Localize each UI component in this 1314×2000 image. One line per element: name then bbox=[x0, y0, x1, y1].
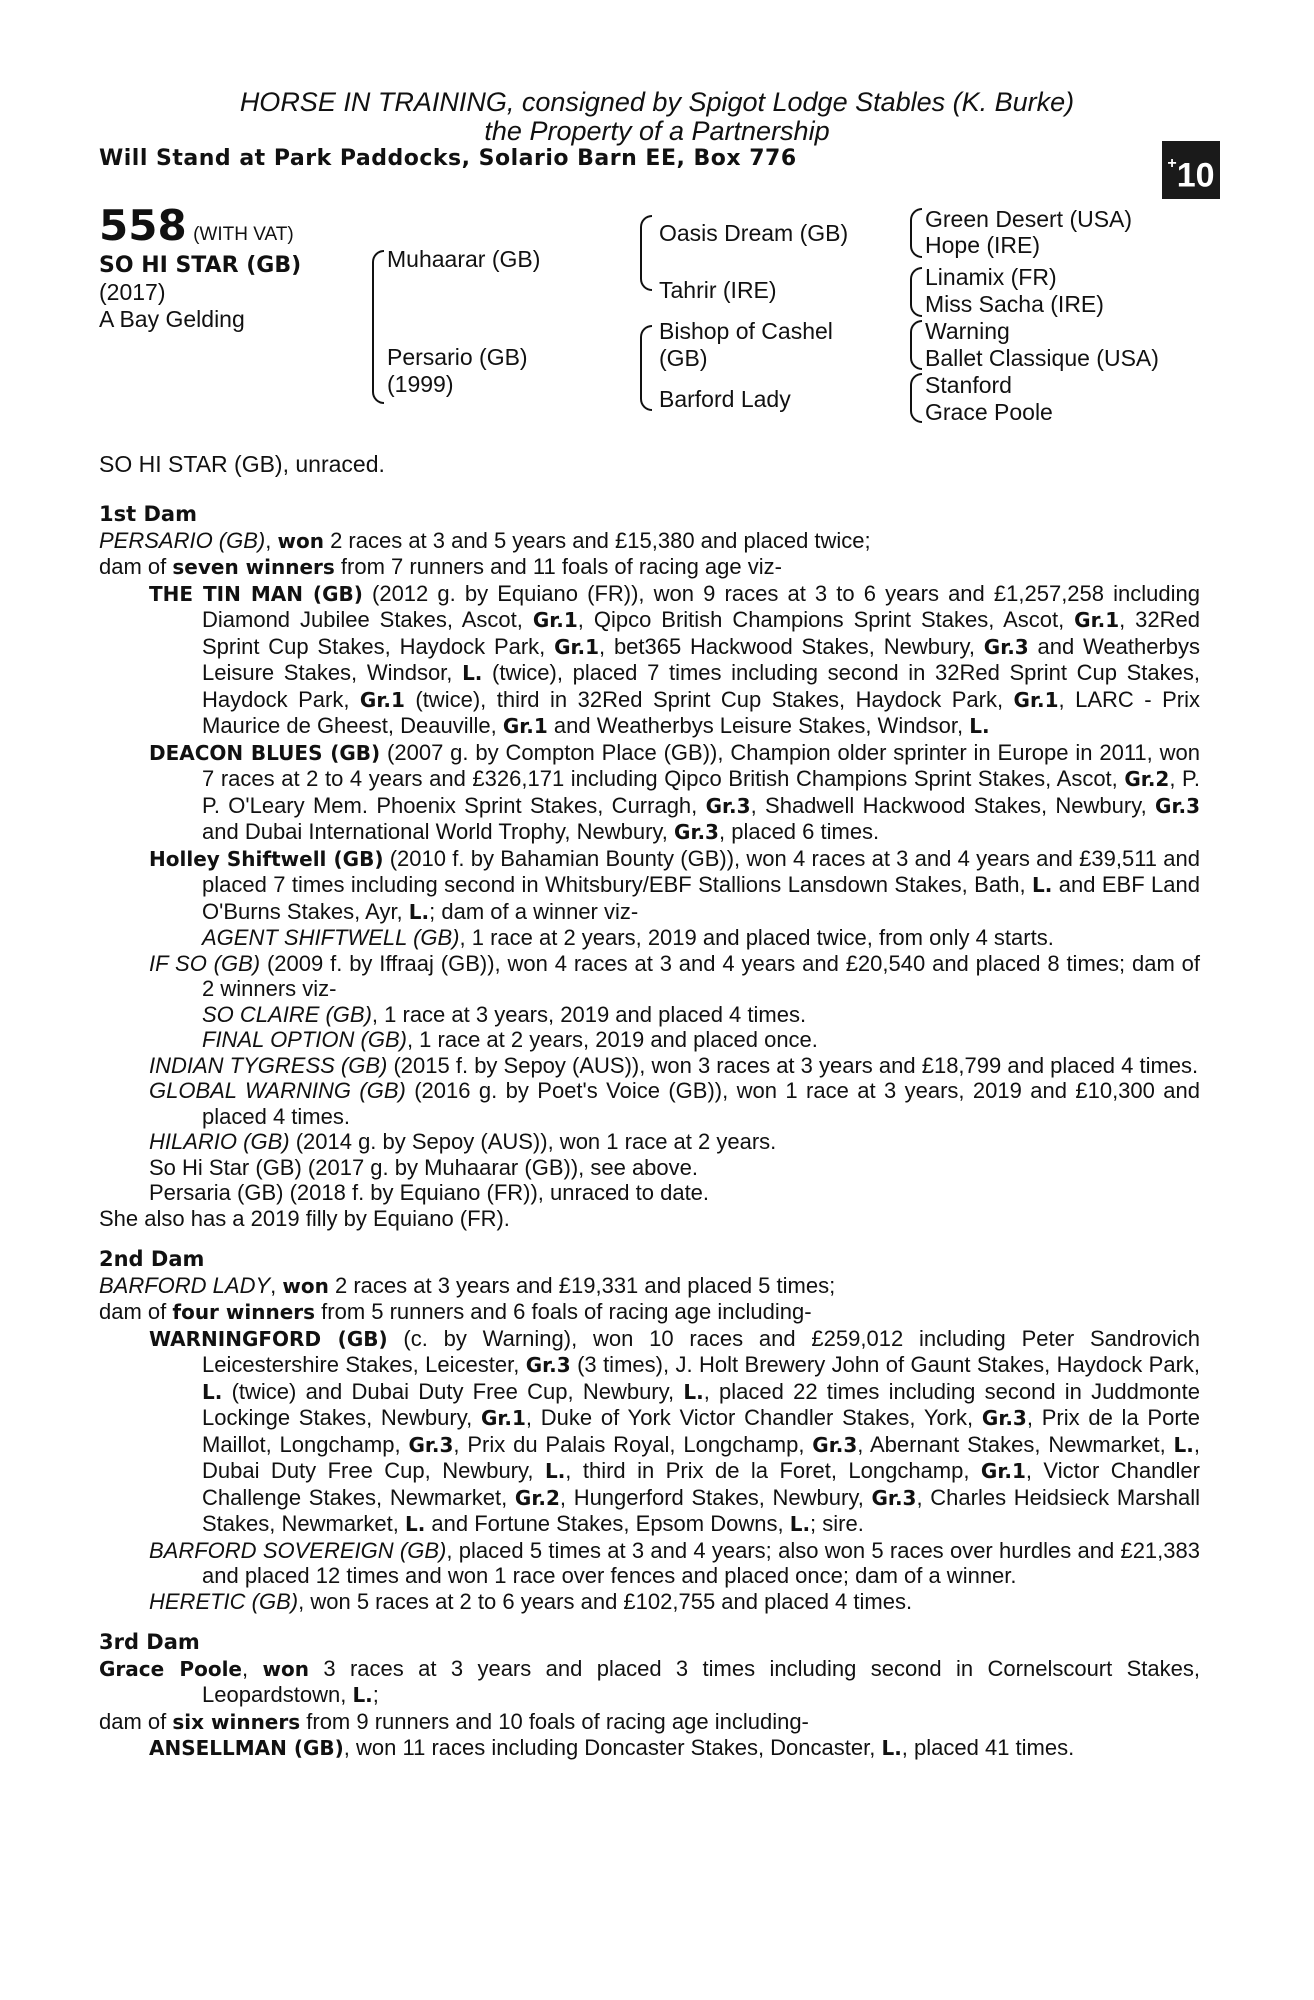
bold-text: L. bbox=[462, 661, 483, 685]
progeny-entry bbox=[99, 1326, 1200, 1538]
bold-text: Gr.3 bbox=[1155, 793, 1200, 818]
text-run: , Prix de la Porte Maillot, Longchamp, bbox=[202, 1405, 1201, 1457]
progeny-entry bbox=[99, 1538, 1200, 1589]
bold-text: L. bbox=[352, 1683, 373, 1707]
progeny-entry bbox=[99, 846, 1200, 926]
text-run: (c. by Warning), won 10 races and £259,012 including Peter Sandrovich Leicestershire Stakes, Leicester, bbox=[202, 1325, 1201, 1377]
dam: Persario (GB) bbox=[387, 344, 528, 370]
bold-text: L. bbox=[683, 1379, 704, 1404]
bold-text: Gr.1 bbox=[1013, 687, 1059, 712]
bold-text: L. bbox=[881, 1736, 902, 1760]
italic-text: IF SO (GB) bbox=[149, 950, 261, 976]
pedigree-paragraph bbox=[99, 1656, 1200, 1709]
bold-text: Gr.2 bbox=[1124, 767, 1170, 791]
race-summary: SO HI STAR (GB), unraced. bbox=[99, 451, 385, 477]
bold-text: L. bbox=[1173, 1432, 1194, 1457]
dam-year: (1999) bbox=[387, 371, 454, 397]
horse-description: A Bay Gelding bbox=[99, 306, 245, 332]
pedigree-paragraph bbox=[99, 1299, 1200, 1326]
bold-text: ANSELLMAN (GB) bbox=[149, 1736, 344, 1760]
italic-text: SO CLAIRE (GB) bbox=[202, 1001, 372, 1027]
progeny-entry bbox=[99, 581, 1200, 740]
text-run: , Charles Heidsieck Marshall Stakes, Newmarket, bbox=[202, 1484, 1200, 1536]
text-run: ; dam of a winner viz- bbox=[429, 898, 639, 924]
text-run: 3 races at 3 years and placed 3 times including second in Cornelscourt Stakes, Leopardstown, bbox=[202, 1655, 1200, 1707]
consignment-title: HORSE IN TRAINING, consigned by Spigot Lodge Stables (K. Burke) bbox=[239, 87, 1075, 117]
text-run: , bet365 Hackwood Stakes, Newbury, bbox=[599, 633, 984, 659]
bold-text: won bbox=[277, 528, 324, 553]
pedigree-paragraph bbox=[99, 1273, 1200, 1300]
brace bbox=[372, 250, 384, 404]
text-run: , LARC - Prix Maurice de Gheest, Deauville, bbox=[202, 686, 1200, 738]
bold-text: L. bbox=[969, 714, 990, 738]
bold-text: L. bbox=[202, 1379, 223, 1404]
text-run: , 1 race at 2 years, 2019 and placed twice, from only 4 starts. bbox=[459, 925, 1054, 950]
bold-text: seven winners bbox=[172, 555, 335, 579]
pedigree-paragraph bbox=[99, 1709, 1200, 1736]
bold-text: six winners bbox=[172, 1709, 301, 1734]
text-run: (twice), third in 32Red Sprint Cup Stakes, Haydock Park, bbox=[404, 686, 1014, 712]
section-badge bbox=[1162, 141, 1220, 199]
bold-text: Gr.3 bbox=[705, 793, 751, 818]
granddam: Hope (IRE) bbox=[925, 232, 1041, 258]
italic-text: PERSARIO (GB) bbox=[99, 527, 266, 553]
sire-dam: Tahrir (IRE) bbox=[659, 277, 777, 303]
text-run: from 9 runners and 10 foals of racing age including- bbox=[300, 1708, 809, 1734]
text-run: , Victor Chandler Challenge Stakes, Newmarket, bbox=[202, 1458, 1200, 1510]
bold-text: Gr.3 bbox=[525, 1353, 571, 1377]
text-run: (2007 g. by Compton Place (GB)), Champion older sprinter in Europe in 2011, won 7 races at 2 to 4 years and £326,171 including Qipco British Champions Sprint Stakes, Ascot, bbox=[202, 739, 1201, 791]
progeny-entry bbox=[99, 1155, 1200, 1181]
bold-text: Gr.1 bbox=[1074, 608, 1120, 632]
text-run: and Weatherbys Leisure Stakes, Windsor, bbox=[202, 633, 1201, 685]
text-run: (2015 f. by Sepoy (AUS)), won 3 races at 3 years and £18,799 and placed 4 times. bbox=[387, 1052, 1199, 1078]
property-line: the Property of a Partnership bbox=[484, 116, 830, 146]
text-run: , 1 race at 2 years, 2019 and placed once. bbox=[406, 1027, 818, 1052]
text-run: , 32Red Sprint Cup Stakes, Haydock Park, bbox=[202, 607, 1201, 659]
text-run: (2009 f. by Iffraaj (GB)), won 4 races at 3 and 4 years and £20,540 and placed 8 times; dam of 2 winners viz- bbox=[202, 950, 1200, 1001]
text-run: 2 races at 3 years and £19,331 and placed 5 times; bbox=[328, 1272, 836, 1298]
badge-plus: + bbox=[1167, 155, 1177, 172]
bold-text: four winners bbox=[172, 1300, 316, 1324]
brace bbox=[910, 208, 922, 258]
dam-sire: Bishop of Cashel bbox=[659, 318, 833, 344]
pedigree-paragraph bbox=[99, 1206, 1200, 1232]
bold-text: Gr.1 bbox=[980, 1459, 1026, 1483]
text-run: , Duke of York Victor Chandler Stakes, York, bbox=[525, 1405, 982, 1430]
italic-text: GLOBAL WARNING (GB) bbox=[149, 1078, 406, 1103]
text-run: So Hi Star (GB) (2017 g. by Muhaarar (GB)), see above. bbox=[149, 1154, 699, 1180]
grandsire: Warning bbox=[925, 318, 1010, 344]
text-run: , placed 5 times at 3 and 4 years; also won 5 races over hurdles and £21,383 and placed 12 times and won 1 race over fences and placed once; dam of a winner. bbox=[202, 1537, 1200, 1588]
bold-text: Gr.1 bbox=[554, 634, 600, 659]
pedigree-paragraph bbox=[99, 1002, 1200, 1028]
text-run: 2 races at 3 and 5 years and £15,380 and placed twice; bbox=[323, 527, 871, 553]
bold-text: Gr.3 bbox=[871, 1485, 917, 1510]
text-run: , 1 race at 3 years, 2019 and placed 4 times. bbox=[371, 1001, 807, 1027]
text-run: , third in Prix de la Foret, Longchamp, bbox=[565, 1458, 981, 1483]
text-run: , placed 6 times. bbox=[718, 819, 880, 844]
bold-text: Gr.1 bbox=[359, 687, 405, 712]
lot-info bbox=[99, 201, 302, 333]
text-run: , Prix du Palais Royal, Longchamp, bbox=[453, 1431, 813, 1457]
text-run: from 7 runners and 11 foals of racing age viz- bbox=[334, 554, 782, 579]
text-run: and EBF Land O'Burns Stakes, Ayr, bbox=[202, 872, 1201, 924]
text-run: , placed 41 times. bbox=[901, 1735, 1075, 1760]
text-run: dam of bbox=[99, 554, 173, 579]
granddam: Ballet Classique (USA) bbox=[925, 345, 1159, 371]
bold-text: L. bbox=[789, 1512, 811, 1536]
text-run: Persaria (GB) (2018 f. by Equiano (FR)), unraced to date. bbox=[149, 1180, 710, 1205]
stand-location: Will Stand at Park Paddocks, Solario Barn EE, Box 776 bbox=[99, 146, 797, 171]
horse-name: SO HI STAR (GB) bbox=[99, 253, 302, 278]
granddam: Miss Sacha (IRE) bbox=[925, 291, 1104, 317]
bold-text: Gr.2 bbox=[514, 1485, 560, 1510]
italic-text: BARFORD SOVEREIGN (GB) bbox=[149, 1537, 447, 1563]
text-run: and Fortune Stakes, Epsom Downs, bbox=[425, 1511, 790, 1536]
pedigree-paragraph bbox=[99, 554, 1200, 581]
text-run: She also has a 2019 filly by Equiano (FR). bbox=[99, 1205, 510, 1231]
vat-note: (WITH VAT) bbox=[193, 224, 294, 245]
text-run: (2014 g. by Sepoy (AUS)), won 1 race at 2 years. bbox=[289, 1129, 777, 1154]
italic-text: HERETIC (GB) bbox=[149, 1588, 299, 1614]
text-run: (2010 f. by Bahamian Bounty (GB)), won 4 races at 3 and 4 years and £39,511 and placed 7 times including second in Whitsbury/EBF Stallions Lansdown Stakes, Bath, bbox=[202, 845, 1201, 897]
pedigree-paragraph bbox=[99, 528, 1200, 555]
bold-text: won bbox=[282, 1273, 329, 1298]
text-run: (twice) and Dubai Duty Free Cup, Newbury, bbox=[222, 1378, 684, 1404]
text-run: (2016 g. by Poet's Voice (GB)), won 1 race at 3 years, 2019 and £10,300 and placed 4 times. bbox=[202, 1078, 1200, 1129]
italic-text: BARFORD LADY bbox=[99, 1272, 271, 1298]
text-run: , won 11 races including Doncaster Stakes, Doncaster, bbox=[343, 1735, 882, 1760]
bold-text: DEACON BLUES (GB) bbox=[149, 740, 381, 765]
text-run: from 5 runners and 6 foals of racing age including- bbox=[315, 1299, 812, 1324]
text-run: ; bbox=[372, 1682, 379, 1707]
bold-text: Gr.3 bbox=[983, 634, 1029, 659]
lot-number: 558 bbox=[99, 201, 187, 250]
brace bbox=[910, 267, 922, 317]
progeny-entry bbox=[99, 1735, 1200, 1762]
pedigree-paragraph bbox=[99, 1027, 1200, 1053]
sire: Muhaarar (GB) bbox=[387, 246, 541, 272]
bold-text: WARNINGFORD (GB) bbox=[149, 1326, 388, 1351]
text-run: (twice), placed 7 times including second in 32Red Sprint Cup Stakes, Haydock Park, bbox=[202, 660, 1200, 712]
text-run: ; sire. bbox=[810, 1511, 864, 1536]
progeny-entry bbox=[99, 1078, 1200, 1129]
progeny-entry bbox=[99, 1053, 1200, 1079]
text-run: , Dubai Duty Free Cup, Newbury, bbox=[202, 1431, 1200, 1483]
text-run: and Weatherbys Leisure Stakes, Windsor, bbox=[547, 713, 970, 738]
grandsire: Green Desert (USA) bbox=[925, 206, 1133, 232]
bold-text: L. bbox=[1031, 873, 1053, 897]
italic-text: AGENT SHIFTWELL (GB) bbox=[202, 925, 460, 950]
bold-text: L. bbox=[408, 899, 430, 924]
bold-text: Gr.3 bbox=[408, 1432, 454, 1457]
progeny-entry bbox=[99, 1180, 1200, 1206]
text-run: , bbox=[270, 1272, 283, 1298]
grandsire: Linamix (FR) bbox=[925, 264, 1057, 290]
bold-text: won bbox=[262, 1656, 309, 1681]
pedigree-paragraph bbox=[99, 925, 1200, 951]
dam-sire-country: (GB) bbox=[659, 345, 708, 371]
text-run: , Hungerford Stakes, Newbury, bbox=[559, 1484, 872, 1510]
italic-text: FINAL OPTION (GB) bbox=[202, 1027, 407, 1052]
italic-text: HILARIO (GB) bbox=[149, 1129, 290, 1154]
text-run: dam of bbox=[99, 1299, 173, 1324]
brace bbox=[910, 373, 922, 423]
text-run: , placed 22 times including second in Juddmonte Lockinge Stakes, Newbury, bbox=[202, 1378, 1200, 1430]
badge-number: 10 bbox=[1176, 156, 1215, 195]
text-run: , won 5 races at 2 to 6 years and £102,755 and placed 4 times. bbox=[298, 1588, 913, 1614]
progeny-entry bbox=[99, 951, 1200, 1002]
text-run: , Abernant Stakes, Newmarket, bbox=[857, 1431, 1174, 1457]
progeny-entry bbox=[99, 1129, 1200, 1155]
italic-text: INDIAN TYGRESS (GB) bbox=[149, 1052, 388, 1078]
bold-text: L. bbox=[544, 1459, 566, 1483]
text-run: (3 times), J. Holt Brewery John of Gaunt Stakes, Haydock Park, bbox=[570, 1352, 1201, 1377]
brace bbox=[640, 325, 652, 411]
section-heading: 2nd Dam bbox=[99, 1247, 205, 1271]
bold-text: THE TIN MAN (GB) bbox=[149, 581, 363, 606]
section-heading: 3rd Dam bbox=[99, 1630, 200, 1654]
text-run: , P. P. O'Leary Mem. Phoenix Sprint Stakes, Curragh, bbox=[202, 766, 1200, 818]
brace bbox=[640, 215, 652, 291]
bold-text: Gr.3 bbox=[981, 1406, 1027, 1430]
bold-text: Gr.1 bbox=[532, 608, 578, 632]
progeny-entry bbox=[99, 740, 1200, 846]
dam-dam: Barford Lady bbox=[659, 386, 791, 412]
grandsire: Stanford bbox=[925, 372, 1012, 398]
section-heading: 1st Dam bbox=[99, 502, 197, 526]
text-run: , bbox=[241, 1655, 263, 1681]
text-run: , Shadwell Hackwood Stakes, Newbury, bbox=[750, 792, 1156, 818]
progeny-entry bbox=[99, 1589, 1200, 1615]
bold-text: L. bbox=[404, 1512, 426, 1536]
bold-text: Gr.1 bbox=[480, 1406, 526, 1430]
bold-text: Holley Shiftwell (GB) bbox=[149, 846, 384, 871]
sire-sire: Oasis Dream (GB) bbox=[659, 220, 849, 246]
granddam: Grace Poole bbox=[925, 399, 1053, 425]
brace bbox=[910, 320, 922, 370]
text-run: dam of bbox=[99, 1708, 173, 1734]
bold-text: Grace Poole bbox=[99, 1656, 242, 1681]
text-run: (2012 g. by Equiano (FR)), won 9 races at 3 to 6 years and £1,257,258 including Diamond Jubilee Stakes, Ascot, bbox=[202, 580, 1200, 632]
text-run: , Qipco British Champions Sprint Stakes, Ascot, bbox=[577, 607, 1075, 632]
bold-text: Gr.3 bbox=[812, 1432, 858, 1457]
dam-family-text bbox=[99, 502, 1200, 1762]
text-run: and Dubai International World Trophy, Newbury, bbox=[202, 819, 675, 844]
bold-text: Gr.1 bbox=[502, 714, 548, 738]
bold-text: Gr.3 bbox=[674, 820, 719, 844]
foal-year: (2017) bbox=[99, 279, 166, 305]
text-run: , bbox=[265, 527, 278, 553]
